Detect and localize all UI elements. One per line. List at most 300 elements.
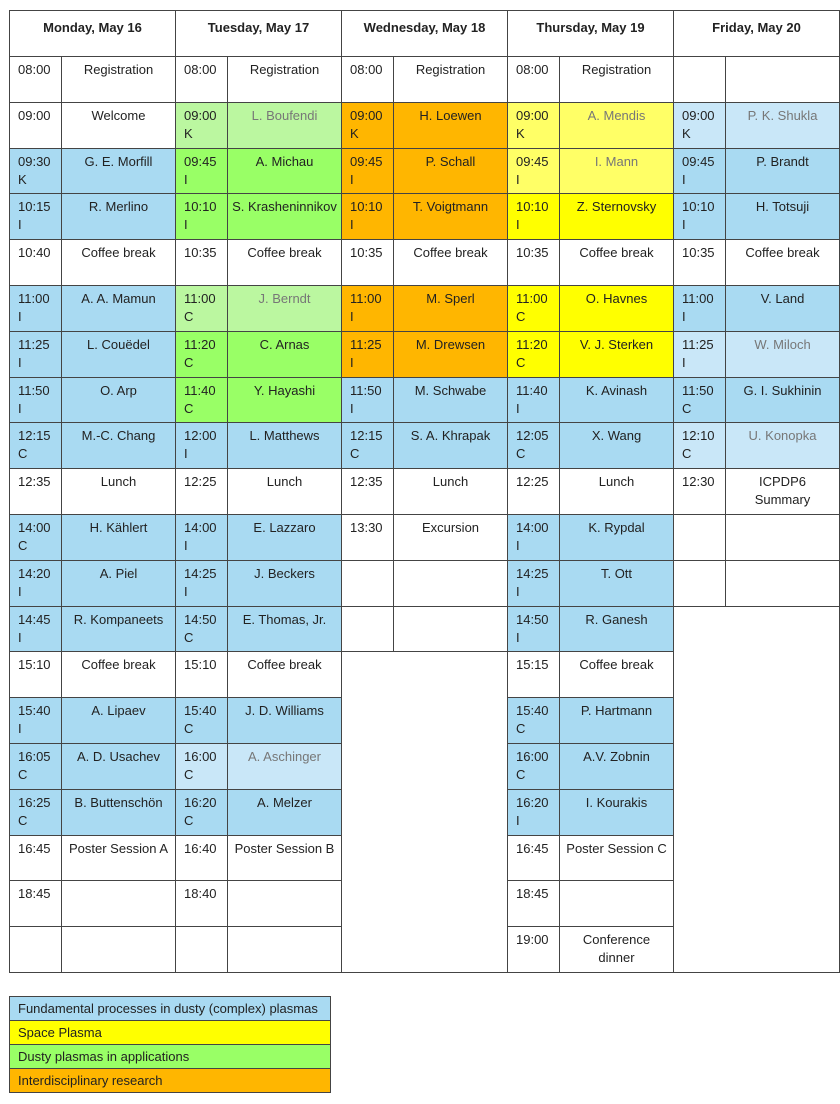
time-slot	[673, 193, 726, 240]
time-slot	[9, 560, 62, 607]
time-slot	[9, 239, 62, 286]
time-label: 15:10	[184, 657, 217, 673]
talk-type-code: C	[682, 446, 692, 462]
talk-type-code: I	[682, 354, 686, 370]
time-slot	[9, 880, 62, 927]
session-label: Y. Hayashi	[253, 382, 316, 398]
time-label: 12:10	[682, 428, 715, 444]
time-label: 12:25	[184, 474, 217, 490]
talk-type-code: K	[18, 171, 27, 187]
time-slot	[507, 560, 560, 607]
session-cell	[725, 285, 840, 332]
time-slot	[507, 377, 560, 424]
time-label: 16:05	[18, 749, 51, 764]
session-label: A. D. Usachev	[76, 749, 161, 764]
time-slot	[507, 789, 560, 836]
session-cell	[227, 193, 342, 240]
time-label: 09:45	[350, 153, 383, 169]
session-cell	[725, 56, 840, 103]
session-label: I. Kourakis	[585, 794, 648, 810]
session-cell	[559, 193, 674, 240]
session-cell	[61, 880, 176, 927]
talk-type-code: I	[18, 721, 22, 737]
time-label: 12:15	[350, 428, 383, 444]
talk-type-code: C	[18, 446, 28, 462]
session-cell	[61, 835, 176, 882]
session-label: L. Couëdel	[87, 336, 150, 352]
time-label: 16:25	[18, 794, 51, 810]
time-label: 08:00	[516, 62, 549, 77]
time-label: 13:30	[350, 520, 383, 535]
time-slot	[175, 560, 228, 607]
time-label: 11:50	[18, 382, 50, 398]
day-header: Friday, May 20	[673, 10, 840, 57]
time-slot	[9, 377, 62, 424]
session-cell	[393, 285, 508, 332]
session-cell	[559, 560, 674, 607]
session-cell	[559, 926, 674, 973]
time-label: 08:00	[184, 62, 217, 77]
time-slot	[507, 880, 560, 927]
session-cell	[227, 651, 342, 698]
time-slot	[175, 377, 228, 424]
session-label: L. Matthews	[249, 428, 320, 444]
time-label: 16:45	[516, 840, 549, 856]
talk-type-code: I	[18, 400, 22, 416]
time-label: 10:35	[516, 245, 549, 261]
session-cell	[559, 56, 674, 103]
talk-type-code: C	[18, 767, 28, 782]
time-slot	[9, 148, 62, 195]
time-label: 09:45	[682, 153, 715, 169]
talk-type-code: K	[682, 125, 691, 141]
session-label: G. I. Sukhinin	[743, 382, 822, 398]
time-label: 18:45	[516, 886, 549, 902]
talk-type-code: C	[516, 354, 526, 370]
time-label: 15:40	[184, 703, 217, 719]
time-label: 12:35	[350, 474, 383, 490]
talk-type-code: C	[516, 446, 526, 462]
session-label: Lunch	[266, 474, 303, 490]
time-label: 12:05	[516, 428, 549, 444]
session-cell	[227, 148, 342, 195]
time-slot	[9, 193, 62, 240]
time-slot	[507, 651, 560, 698]
session-label: Poster Session B	[234, 840, 335, 856]
session-label: W. Miloch	[754, 336, 811, 352]
time-label: 16:40	[184, 840, 217, 856]
session-cell	[559, 422, 674, 469]
session-cell	[227, 606, 342, 653]
session-label: R. Merlino	[88, 199, 149, 215]
talk-type-code: C	[184, 767, 194, 782]
time-slot	[341, 56, 394, 103]
session-cell	[61, 697, 176, 744]
session-label: Coffee break	[579, 657, 654, 673]
time-label: 09:00	[184, 107, 217, 123]
time-slot	[175, 697, 228, 744]
session-label: Registration	[83, 62, 154, 77]
session-cell	[725, 514, 840, 561]
session-label: Registration	[581, 62, 652, 77]
time-label: 14:20	[18, 565, 51, 581]
session-label: A. Mendis	[587, 107, 646, 123]
legend-item-applications: Dusty plasmas in applications	[9, 1044, 331, 1069]
talk-type-code: I	[350, 400, 354, 416]
session-cell	[227, 880, 342, 927]
talk-type-code: I	[18, 583, 22, 599]
session-cell	[61, 239, 176, 286]
day-header: Wednesday, May 18	[341, 10, 508, 57]
session-label: Coffee break	[81, 245, 156, 261]
session-label: G. E. Morfill	[84, 153, 153, 169]
time-label: 11:00	[516, 291, 548, 306]
session-cell	[559, 468, 674, 515]
session-cell	[393, 193, 508, 240]
time-label: 11:25	[350, 336, 382, 352]
session-label: C. Arnas	[259, 336, 310, 352]
session-cell	[559, 835, 674, 882]
session-cell	[61, 514, 176, 561]
time-label: 11:25	[18, 336, 50, 352]
session-cell	[393, 377, 508, 424]
time-slot	[341, 422, 394, 469]
talk-type-code: C	[184, 400, 194, 416]
time-slot	[507, 102, 560, 149]
talk-type-code: I	[350, 354, 354, 370]
session-cell	[393, 514, 508, 561]
time-slot	[175, 239, 228, 286]
time-label: 12:30	[682, 474, 715, 490]
talk-type-code: I	[516, 171, 520, 187]
session-label: Z. Sternovsky	[576, 199, 657, 215]
session-cell	[725, 422, 840, 469]
time-slot	[175, 835, 228, 882]
session-label: Coffee break	[247, 657, 322, 673]
session-label: A. A. Mamun	[81, 291, 156, 306]
talk-type-code: I	[350, 309, 354, 324]
session-cell	[61, 651, 176, 698]
session-cell	[559, 743, 674, 790]
session-label: ICPDP6 Summary	[754, 474, 811, 508]
talk-type-code: K	[184, 125, 193, 141]
session-cell	[227, 468, 342, 515]
session-cell	[725, 102, 840, 149]
time-slot	[673, 422, 726, 469]
talk-type-code: I	[18, 309, 22, 324]
session-cell	[393, 56, 508, 103]
session-cell	[559, 148, 674, 195]
time-label: 19:00	[516, 932, 549, 948]
time-label: 11:50	[350, 382, 382, 398]
time-slot	[9, 697, 62, 744]
legend	[9, 997, 331, 1093]
time-slot	[507, 56, 560, 103]
time-slot	[175, 926, 228, 973]
session-cell	[61, 926, 176, 973]
time-slot	[9, 56, 62, 103]
time-slot	[341, 514, 394, 561]
time-slot	[507, 148, 560, 195]
talk-type-code: I	[184, 446, 188, 462]
session-label: M.-C. Chang	[81, 428, 156, 444]
session-label: Coffee break	[579, 245, 654, 261]
session-label: J. Berndt	[258, 291, 311, 306]
session-cell	[725, 193, 840, 240]
time-slot	[9, 606, 62, 653]
session-label: P. K. Shukla	[747, 107, 818, 123]
session-cell	[393, 331, 508, 378]
time-slot	[673, 468, 726, 515]
day-header: Monday, May 16	[9, 10, 176, 57]
time-label: 09:45	[184, 153, 217, 169]
talk-type-code: C	[350, 446, 360, 462]
time-slot	[341, 239, 394, 286]
time-slot	[507, 239, 560, 286]
time-label: 09:45	[516, 153, 549, 169]
session-cell	[559, 239, 674, 286]
time-label: 12:35	[18, 474, 51, 490]
time-label: 18:45	[18, 886, 51, 902]
time-slot	[673, 102, 726, 149]
empty-area	[341, 651, 508, 973]
time-slot	[9, 422, 62, 469]
time-slot	[175, 651, 228, 698]
time-slot	[673, 377, 726, 424]
time-slot	[507, 743, 560, 790]
session-label: U. Konopka	[748, 428, 817, 444]
time-label: 10:10	[350, 199, 383, 215]
session-label: V. J. Sterken	[579, 336, 654, 352]
talk-type-code: C	[184, 721, 194, 737]
session-cell	[227, 422, 342, 469]
time-label: 16:00	[184, 749, 217, 764]
talk-type-code: C	[184, 629, 194, 645]
time-label: 09:30	[18, 153, 51, 169]
session-cell	[559, 102, 674, 149]
time-slot	[175, 422, 228, 469]
time-label: 12:00	[184, 428, 217, 444]
time-label: 12:15	[18, 428, 51, 444]
time-slot	[673, 331, 726, 378]
session-cell	[227, 743, 342, 790]
time-slot	[9, 835, 62, 882]
session-cell	[61, 789, 176, 836]
talk-type-code: I	[18, 629, 22, 645]
time-label: 11:00	[350, 291, 382, 306]
talk-type-code: I	[682, 171, 686, 187]
time-slot	[507, 926, 560, 973]
session-cell	[559, 331, 674, 378]
session-cell	[227, 377, 342, 424]
session-cell	[393, 606, 508, 653]
session-label: R. Ganesh	[585, 611, 648, 627]
session-cell	[227, 514, 342, 561]
session-label: S. Krasheninnikov	[232, 199, 337, 215]
time-label: 15:10	[18, 657, 51, 673]
session-label: Lunch	[432, 474, 469, 490]
session-cell	[61, 560, 176, 607]
session-label: E. Lazzaro	[253, 520, 316, 535]
session-label: A.V. Zobnin	[583, 749, 650, 764]
time-slot	[507, 331, 560, 378]
session-cell	[725, 239, 840, 286]
time-label: 11:20	[516, 336, 548, 352]
session-cell	[393, 422, 508, 469]
time-slot	[341, 560, 394, 607]
session-cell	[227, 239, 342, 286]
time-slot	[507, 422, 560, 469]
session-cell	[61, 148, 176, 195]
session-cell	[227, 102, 342, 149]
session-label: A. Michau	[255, 153, 314, 169]
time-label: 10:40	[18, 245, 51, 261]
session-label: Coffee break	[247, 245, 322, 261]
session-cell	[227, 697, 342, 744]
session-cell	[61, 468, 176, 515]
session-cell	[393, 560, 508, 607]
talk-type-code: C	[516, 309, 526, 324]
time-label: 14:45	[18, 611, 51, 627]
legend-item-space-plasma: Space Plasma	[9, 1020, 331, 1045]
time-label: 14:50	[516, 611, 549, 627]
time-label: 14:00	[184, 520, 217, 535]
session-cell	[61, 422, 176, 469]
time-slot	[175, 606, 228, 653]
session-label: Conference dinner	[582, 932, 651, 966]
session-label: E. Thomas, Jr.	[242, 611, 327, 627]
time-label: 09:00	[350, 107, 383, 123]
time-slot	[9, 102, 62, 149]
time-slot	[175, 148, 228, 195]
session-label: A. Aschinger	[248, 749, 321, 764]
time-slot	[507, 285, 560, 332]
talk-type-code: I	[350, 171, 354, 187]
time-label: 11:00	[18, 291, 50, 306]
day-header: Tuesday, May 17	[175, 10, 342, 57]
session-cell	[61, 606, 176, 653]
time-slot	[507, 193, 560, 240]
session-cell	[559, 880, 674, 927]
talk-type-code: C	[516, 721, 526, 737]
session-cell	[227, 56, 342, 103]
session-cell	[61, 102, 176, 149]
session-cell	[61, 56, 176, 103]
session-label: R. Kompaneets	[73, 611, 164, 627]
talk-type-code: K	[350, 125, 359, 141]
time-label: 10:35	[184, 245, 217, 261]
talk-type-code: C	[184, 309, 194, 324]
time-label: 15:40	[516, 703, 549, 719]
time-label: 11:00	[682, 291, 714, 306]
time-slot	[175, 789, 228, 836]
session-label: Excursion	[421, 520, 480, 535]
talk-type-code: I	[682, 217, 686, 233]
time-slot	[673, 56, 726, 103]
time-slot	[9, 468, 62, 515]
session-label: O. Arp	[100, 382, 137, 398]
talk-type-code: K	[516, 125, 525, 141]
time-slot	[175, 880, 228, 927]
session-label: M. Schwabe	[414, 382, 487, 398]
session-label: Poster Session A	[69, 840, 168, 856]
session-label: V. Land	[760, 291, 805, 306]
session-cell	[227, 926, 342, 973]
time-slot	[507, 514, 560, 561]
session-cell	[393, 102, 508, 149]
time-label: 09:00	[18, 107, 51, 123]
day-header: Thursday, May 19	[507, 10, 674, 57]
session-cell	[725, 560, 840, 607]
time-label: 11:40	[184, 382, 216, 398]
session-cell	[725, 331, 840, 378]
talk-type-code: C	[516, 767, 526, 782]
session-label: H. Totsuji	[755, 199, 810, 215]
talk-type-code: I	[516, 400, 520, 416]
session-cell	[559, 514, 674, 561]
talk-type-code: I	[516, 217, 520, 233]
time-slot	[175, 102, 228, 149]
time-slot	[341, 193, 394, 240]
time-label: 14:00	[18, 520, 51, 535]
time-slot	[9, 285, 62, 332]
time-label: 16:20	[516, 794, 549, 810]
time-slot	[507, 606, 560, 653]
session-cell	[61, 331, 176, 378]
time-label: 11:00	[184, 291, 216, 306]
session-label: Coffee break	[745, 245, 820, 261]
session-label: S. A. Khrapak	[410, 428, 491, 444]
session-cell	[725, 377, 840, 424]
time-slot	[507, 697, 560, 744]
talk-type-code: C	[18, 812, 28, 828]
time-slot	[673, 514, 726, 561]
talk-type-code: I	[184, 217, 188, 233]
session-cell	[393, 239, 508, 286]
time-slot	[175, 743, 228, 790]
time-slot	[341, 468, 394, 515]
session-cell	[559, 285, 674, 332]
time-label: 09:00	[516, 107, 549, 123]
session-cell	[559, 651, 674, 698]
session-cell	[227, 285, 342, 332]
time-label: 10:10	[516, 199, 549, 215]
time-slot	[175, 514, 228, 561]
session-label: A. Melzer	[257, 794, 312, 810]
session-cell	[227, 331, 342, 378]
time-slot	[673, 239, 726, 286]
talk-type-code: I	[184, 171, 188, 187]
time-label: 08:00	[350, 62, 383, 77]
time-label: 16:45	[18, 840, 51, 856]
session-cell	[61, 285, 176, 332]
time-slot	[673, 148, 726, 195]
time-label: 11:50	[682, 382, 714, 398]
talk-type-code: I	[516, 629, 520, 645]
session-label: J. D. Williams	[245, 703, 324, 719]
time-slot	[673, 560, 726, 607]
time-label: 14:25	[184, 565, 217, 581]
session-cell	[393, 468, 508, 515]
session-label: P. Schall	[425, 153, 476, 169]
session-label: Poster Session C	[566, 840, 667, 856]
time-slot	[341, 285, 394, 332]
talk-type-code: I	[682, 309, 686, 324]
empty-area	[673, 606, 840, 973]
time-label: 12:25	[516, 474, 549, 490]
time-slot	[507, 468, 560, 515]
time-label: 09:00	[682, 107, 715, 123]
